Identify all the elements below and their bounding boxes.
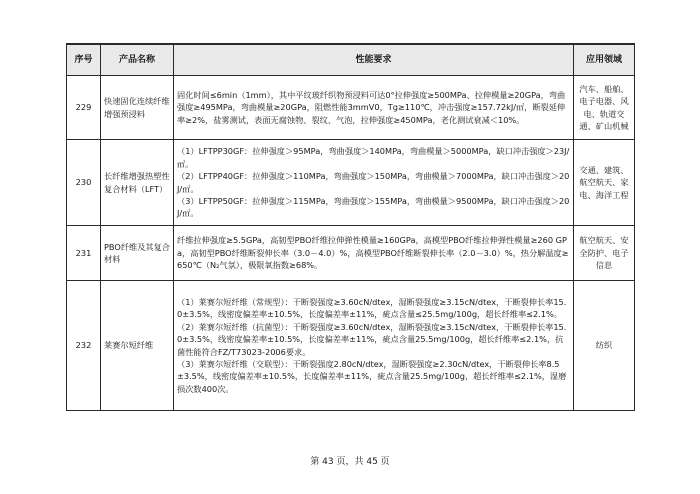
table-row: [67, 140, 635, 226]
spec-table: [66, 43, 635, 411]
row-no: 230: [67, 140, 101, 226]
row-app: 航空航天、安全防护、电子信息: [574, 226, 635, 281]
header-name: 产品名称: [101, 44, 174, 76]
perf-line: （2）莱赛尔短纤维（抗菌型）：干断裂强度≥3.60cN/dtex，湿断裂强度≥3.15cN/dtex，干断裂伸长率15.0±3.5%，线密度偏差率±10.5%，长度偏差率±11%，疵点含量25.5mg/100g，超长纤维率≤2.1%，抗菌性能符合FZ/T73023-2006要求。: [177, 321, 567, 357]
row-no: 231: [67, 226, 101, 281]
row-no: 232: [67, 281, 101, 411]
header-app: 应用领域: [574, 44, 635, 76]
perf-line: （3）LFTPP50GF：拉伸强度＞115MPa，弯曲强度＞155MPa，弯曲模量＞9500MPa，缺口冲击强度＞20J/㎡。: [177, 195, 570, 219]
row-perf: [174, 140, 574, 226]
row-app: 汽车、船舶、电子电器、风电、轨道交通、矿山机械: [574, 76, 635, 140]
table-row: [67, 281, 635, 411]
perf-line: （1）LFTPP30GF：拉伸强度＞95MPa，弯曲强度＞140MPa，弯曲模量＞5000MPa，缺口冲击强度＞23J/㎡。: [177, 146, 570, 169]
perf-line: 固化时间≤6min（1mm），其中平纹玻纤织物预浸料可达0°拉伸强度≥500MPa、拉伸模量≥20GPa，弯曲强度≥495MPa，弯曲模量≥20GPa，阻燃性能3mmV0，Tg≥110℃，冲击强度≥157.72kJ/㎡，断裂延伸率≥2%，盐雾测试，表面无腐蚀物、裂纹、气泡，拉伸强度≥450MPa，老化测试衰减＜10%。: [177, 89, 566, 125]
header-perf: 性能要求: [174, 44, 574, 76]
row-name: 莱赛尔短纤维: [101, 281, 174, 411]
page-number-footer: 第 43 页，共 45 页: [310, 457, 390, 467]
perf-line: 纤维拉伸强度≥5.5GPa，高韧型PBO纤维拉伸弹性模量≥160GPa，高模型PBO纤维拉伸弹性模量≥260 GPa，高韧型PBO纤维断裂伸长率（3.0－4.0）%，高模型PBO纤维断裂伸长率（2.0－3.0）%，热分解温度≥650℃（N₂气氛），极限氧指数≥68%。: [177, 235, 569, 271]
row-no: 229: [67, 76, 101, 140]
row-perf: [174, 76, 574, 140]
row-app: 纺织: [574, 281, 635, 411]
header-no: 序号: [67, 44, 101, 76]
row-name: 长纤维增强热塑性复合材料（LFT）: [101, 140, 174, 226]
table-header-row: [67, 44, 635, 76]
row-name: 快速固化连续纤维增强预浸料: [101, 76, 174, 140]
row-perf: [174, 281, 574, 411]
row-perf: [174, 226, 574, 281]
perf-line: （3）莱赛尔短纤维（交联型）：干断裂强度2.80cN/dtex，湿断裂强度≥2.30cN/dtex，干断裂伸长率8.5±3.5%，线密度偏差率±10.5%，长度偏差率±11%，疵点含量25.5mg/100g，超长纤维率≤2.1%，湿磨损次数400次。: [177, 358, 567, 394]
perf-line: （2）LFTPP40GF：拉伸强度＞110MPa，弯曲强度＞150MPa，弯曲模量＞7000MPa，缺口冲击强度＞20J/㎡。: [177, 171, 570, 194]
table-row: [67, 226, 635, 281]
row-app: 交通、建筑、航空航天、家电、海洋工程: [574, 140, 635, 226]
perf-line: （1）莱赛尔短纤维（常规型）：干断裂强度≥3.60cN/dtex，湿断裂强度≥3.15cN/dtex，干断裂伸长率15.0±3.5%，线密度偏差率±10.5%，长度偏差率±11%，疵点含量≤25.5mg/100g，超长纤维率≤2.1%。: [177, 296, 567, 320]
row-name: PBO纤维及其复合材料: [101, 226, 174, 281]
table-row: [67, 76, 635, 140]
